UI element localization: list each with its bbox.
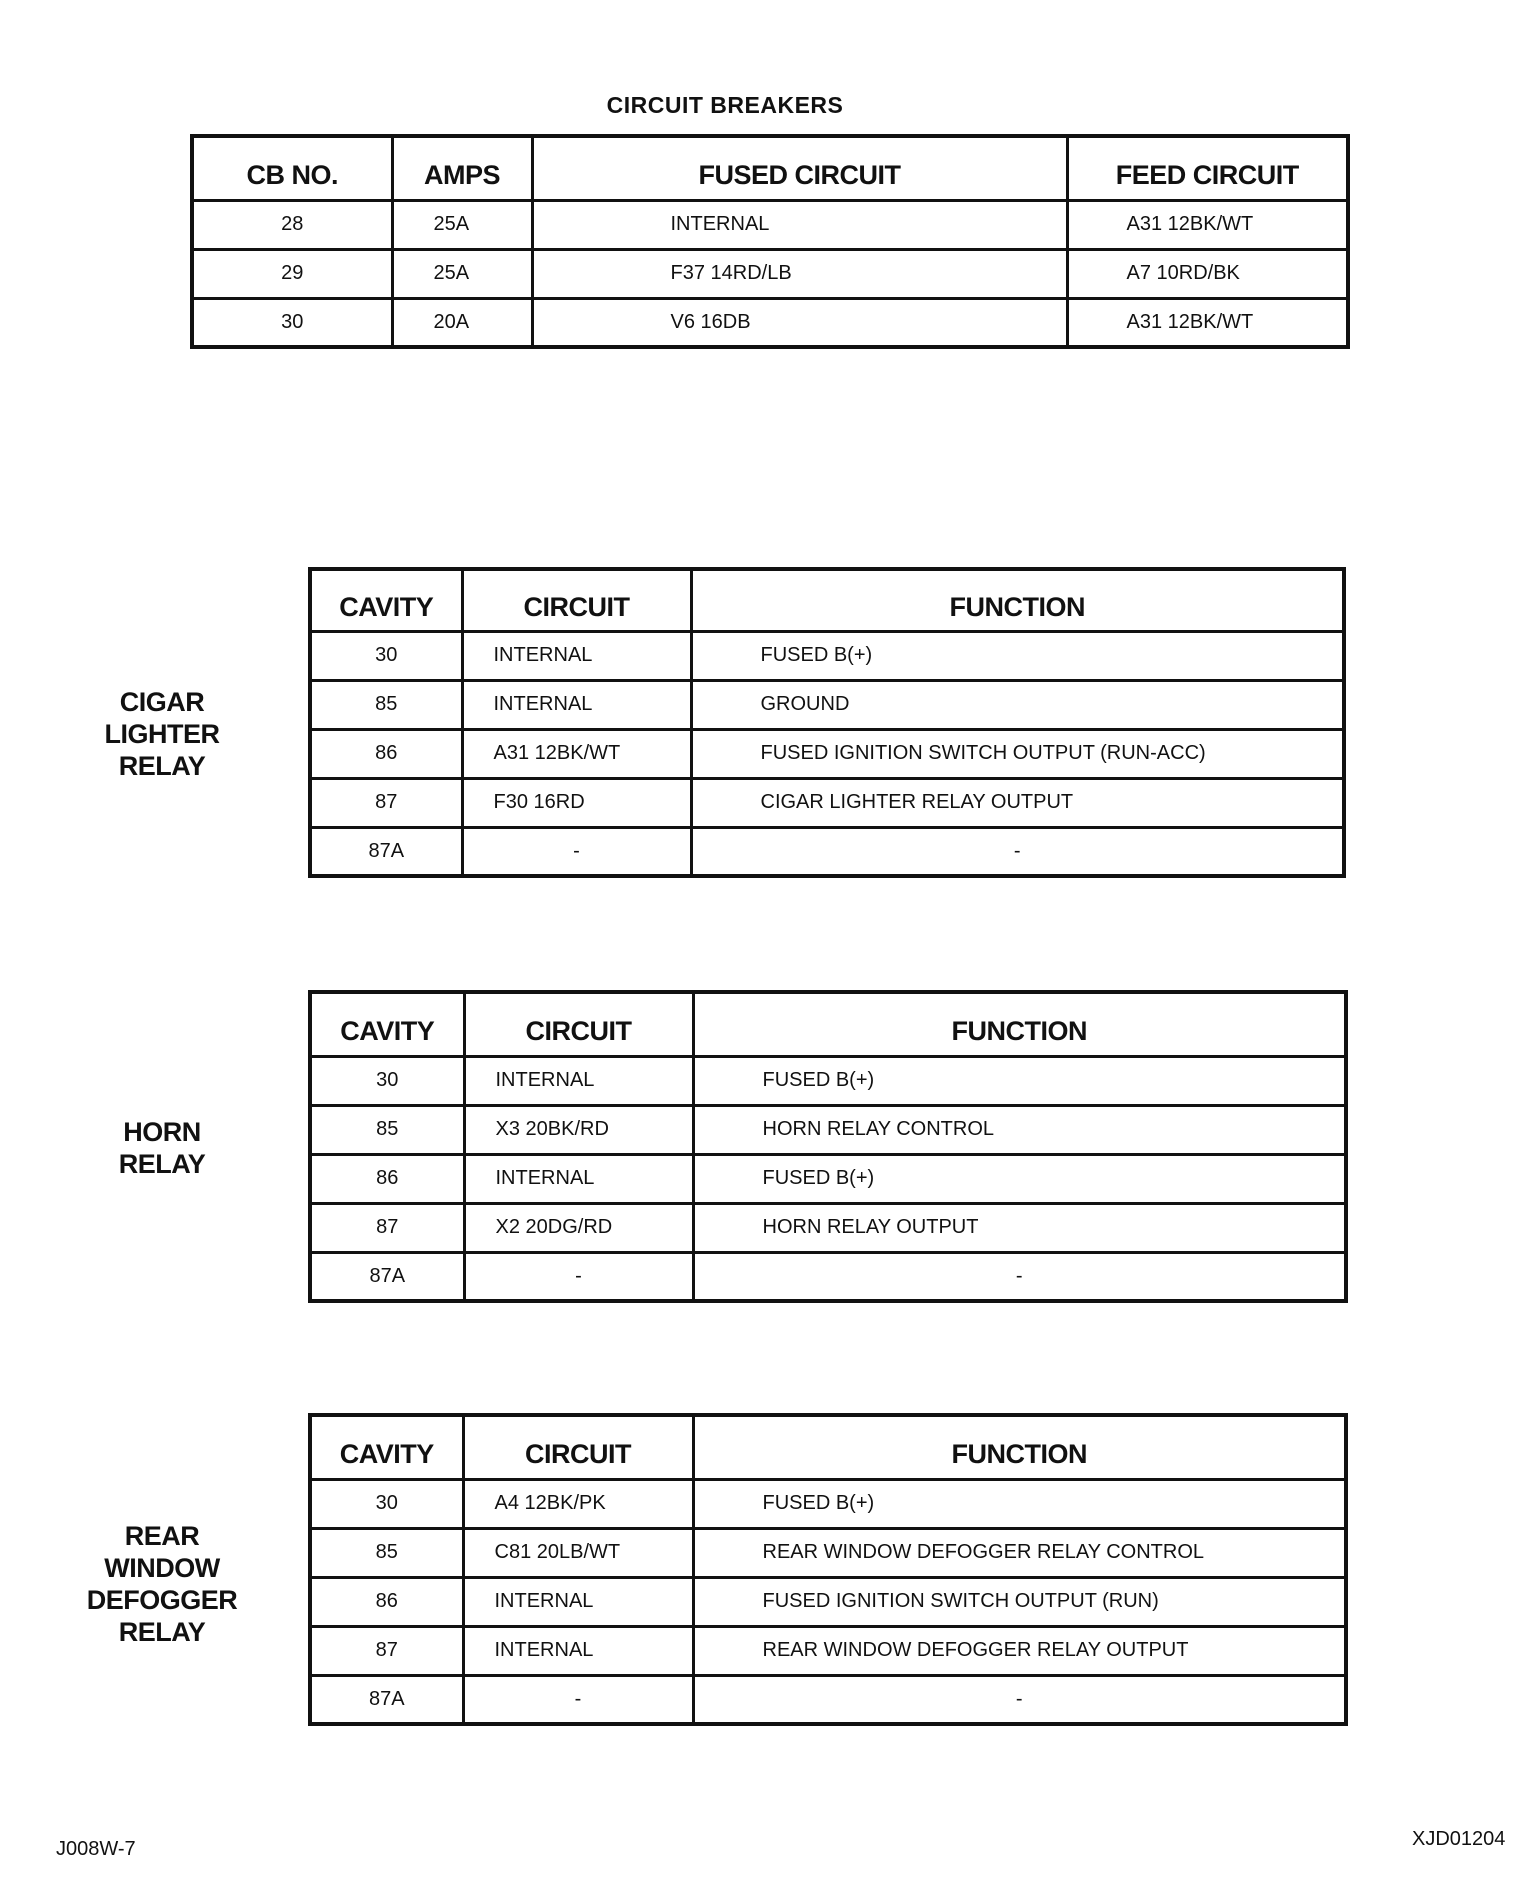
table-row	[310, 1203, 1346, 1252]
label-line: HORN	[123, 1117, 201, 1147]
table-row	[310, 1105, 1346, 1154]
table-row	[310, 1252, 1346, 1301]
table-header-row	[310, 992, 1346, 1056]
amps-cell: 25A	[392, 249, 532, 298]
table-row	[310, 1528, 1346, 1577]
cavity-cell: 87	[310, 1203, 464, 1252]
table-row	[310, 1479, 1346, 1528]
cigar-lighter-relay-label	[62, 686, 262, 782]
function-cell: FUSED IGNITION SWITCH OUTPUT (RUN)	[693, 1577, 1346, 1626]
table-header-row	[192, 136, 1348, 200]
circuit-header: CIRCUIT	[462, 569, 691, 631]
table-row	[310, 827, 1344, 876]
fused-circuit-cell: V6 16DB	[532, 298, 1067, 347]
cavity-header: CAVITY	[310, 992, 464, 1056]
cb-no-header: CB NO.	[192, 136, 392, 200]
circuit-header: CIRCUIT	[464, 992, 693, 1056]
cavity-cell: 87A	[310, 1252, 464, 1301]
circuit-cell: A31 12BK/WT	[462, 729, 691, 778]
fused-circuit-cell: F37 14RD/LB	[532, 249, 1067, 298]
circuit-cell: X2 20DG/RD	[464, 1203, 693, 1252]
footer-right-code: XJD01204	[1412, 1828, 1506, 1850]
function-cell: -	[693, 1675, 1346, 1724]
function-header: FUNCTION	[693, 992, 1346, 1056]
cavity-cell: 86	[310, 729, 462, 778]
cavity-cell: 87	[310, 778, 462, 827]
cavity-cell: 86	[310, 1154, 464, 1203]
label-line: CIGAR	[119, 687, 205, 717]
horn-relay-table	[308, 990, 1348, 1303]
label-line: WINDOW	[104, 1553, 220, 1583]
function-cell: FUSED B(+)	[693, 1056, 1346, 1105]
cb-number-cell: 30	[192, 298, 392, 347]
function-cell: FUSED B(+)	[693, 1479, 1346, 1528]
circuit-cell: INTERNAL	[462, 631, 691, 680]
function-header: FUNCTION	[693, 1415, 1346, 1479]
horn-relay-label	[62, 1116, 262, 1180]
feed-circuit-header: FEED CIRCUIT	[1067, 136, 1348, 200]
fused-circuit-cell: INTERNAL	[532, 200, 1067, 249]
table-row	[310, 1154, 1346, 1203]
function-cell: GROUND	[691, 680, 1344, 729]
feed-circuit-cell: A31 12BK/WT	[1067, 298, 1348, 347]
cavity-cell: 87A	[310, 827, 462, 876]
rear-window-defogger-relay-label	[62, 1520, 262, 1648]
circuit-cell: INTERNAL	[463, 1626, 693, 1675]
table-row	[310, 729, 1344, 778]
table-row	[310, 631, 1344, 680]
function-cell: -	[691, 827, 1344, 876]
circuit-cell: INTERNAL	[463, 1577, 693, 1626]
table-row	[192, 298, 1348, 347]
circuit-cell: -	[462, 827, 691, 876]
function-cell: REAR WINDOW DEFOGGER RELAY OUTPUT	[693, 1626, 1346, 1675]
function-header: FUNCTION	[691, 569, 1344, 631]
cavity-cell: 86	[310, 1577, 463, 1626]
feed-circuit-cell: A31 12BK/WT	[1067, 200, 1348, 249]
table-row	[192, 200, 1348, 249]
table-row	[310, 680, 1344, 729]
feed-circuit-cell: A7 10RD/BK	[1067, 249, 1348, 298]
amps-cell: 25A	[392, 200, 532, 249]
function-cell: FUSED B(+)	[693, 1154, 1346, 1203]
cavity-cell: 85	[310, 680, 462, 729]
table-header-row	[310, 1415, 1346, 1479]
cavity-cell: 85	[310, 1105, 464, 1154]
cb-number-cell: 29	[192, 249, 392, 298]
table-header-row	[310, 569, 1344, 631]
circuit-breakers-table	[190, 134, 1350, 349]
cb-number-cell: 28	[192, 200, 392, 249]
cavity-header: CAVITY	[310, 1415, 463, 1479]
label-line: REAR	[124, 1521, 200, 1551]
circuit-breakers-title: CIRCUIT BREAKERS	[606, 92, 844, 118]
cigar-lighter-relay-table	[308, 567, 1346, 878]
circuit-header: CIRCUIT	[463, 1415, 693, 1479]
table-row	[310, 778, 1344, 827]
label-line: RELAY	[118, 1617, 206, 1647]
table-row	[310, 1577, 1346, 1626]
function-cell: FUSED IGNITION SWITCH OUTPUT (RUN-ACC)	[691, 729, 1344, 778]
footer-left-code: J008W-7	[56, 1838, 136, 1860]
circuit-cell: X3 20BK/RD	[464, 1105, 693, 1154]
table-row	[310, 1675, 1346, 1724]
circuit-cell: INTERNAL	[464, 1154, 693, 1203]
circuit-cell: A4 12BK/PK	[463, 1479, 693, 1528]
function-cell: CIGAR LIGHTER RELAY OUTPUT	[691, 778, 1344, 827]
cavity-cell: 85	[310, 1528, 463, 1577]
circuit-cell: INTERNAL	[464, 1056, 693, 1105]
circuit-cell: C81 20LB/WT	[463, 1528, 693, 1577]
table-row	[310, 1626, 1346, 1675]
fused-circuit-header: FUSED CIRCUIT	[532, 136, 1067, 200]
function-cell: -	[693, 1252, 1346, 1301]
cavity-cell: 30	[310, 1056, 464, 1105]
circuit-cell: -	[463, 1675, 693, 1724]
cavity-cell: 30	[310, 1479, 463, 1528]
circuit-cell: INTERNAL	[462, 680, 691, 729]
cavity-header: CAVITY	[310, 569, 462, 631]
label-line: RELAY	[118, 1149, 206, 1179]
cavity-cell: 87	[310, 1626, 463, 1675]
label-line: RELAY	[118, 751, 206, 781]
rear-window-defogger-relay-table	[308, 1413, 1348, 1726]
cavity-cell: 87A	[310, 1675, 463, 1724]
label-line: LIGHTER	[104, 719, 220, 749]
cavity-cell: 30	[310, 631, 462, 680]
amps-cell: 20A	[392, 298, 532, 347]
function-cell: HORN RELAY OUTPUT	[693, 1203, 1346, 1252]
circuit-cell: F30 16RD	[462, 778, 691, 827]
table-row	[192, 249, 1348, 298]
function-cell: FUSED B(+)	[691, 631, 1344, 680]
function-cell: REAR WINDOW DEFOGGER RELAY CONTROL	[693, 1528, 1346, 1577]
label-line: DEFOGGER	[86, 1585, 238, 1615]
amps-header: AMPS	[392, 136, 532, 200]
circuit-cell: -	[464, 1252, 693, 1301]
function-cell: HORN RELAY CONTROL	[693, 1105, 1346, 1154]
table-row	[310, 1056, 1346, 1105]
